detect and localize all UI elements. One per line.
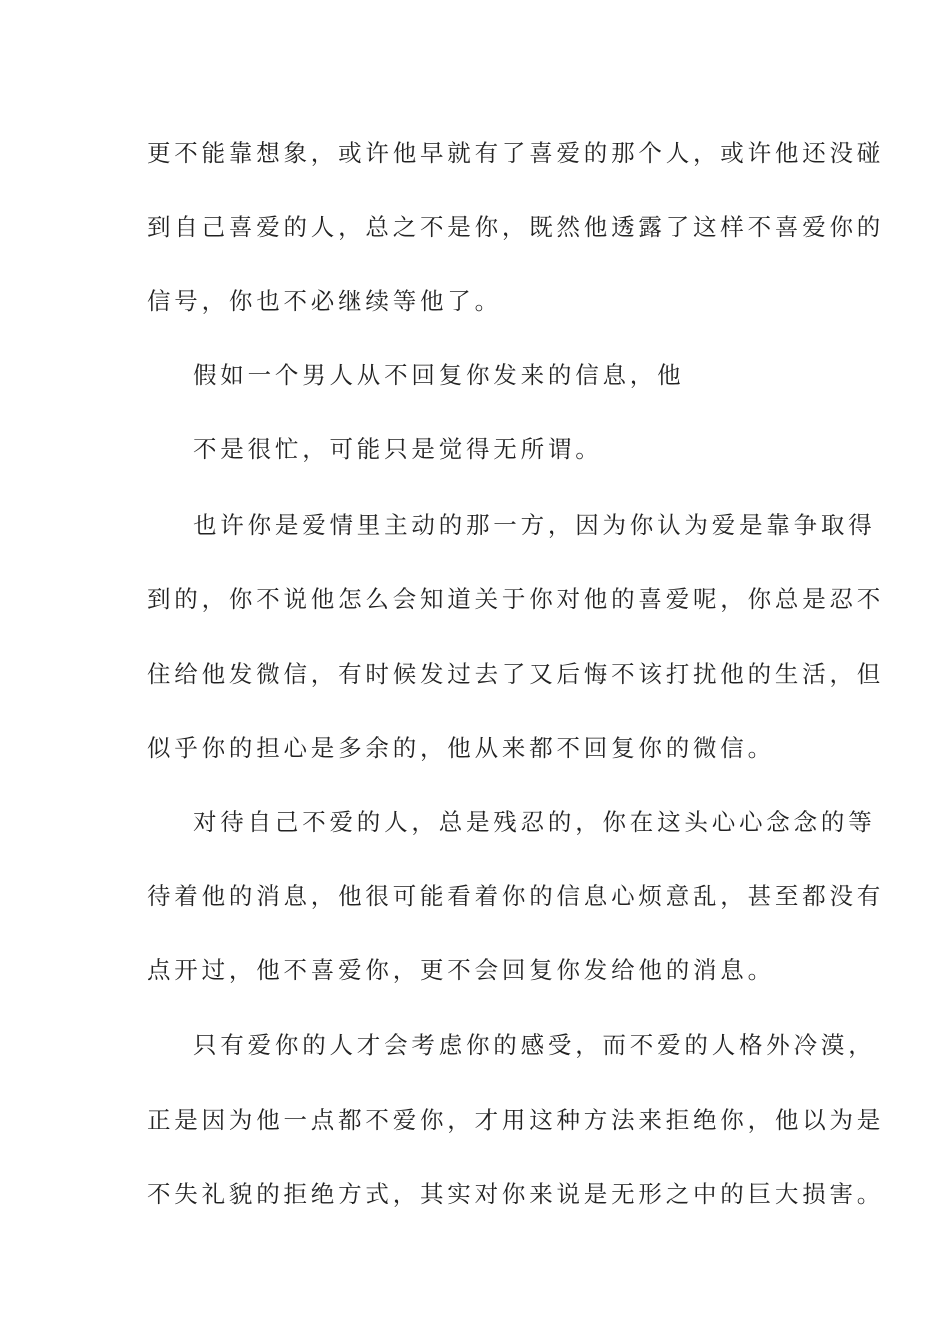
text-line: 住给他发微信，有时候发过去了又后悔不该打扰他的生活，但 — [147, 660, 885, 688]
text-line: 到的，你不说他怎么会知道关于你对他的喜爱呢，你总是忍不 — [147, 585, 885, 613]
text-line: 似乎你的担心是多余的，他从来都不回复你的微信。 — [147, 734, 775, 762]
paragraph-start-line: 对待自己不爱的人，总是残忍的，你在这头心心念念的等 — [193, 808, 876, 836]
paragraph-start-line: 也许你是爱情里主动的那一方，因为你认为爱是靠争取得 — [193, 511, 876, 539]
paragraph-start-line: 只有爱你的人才会考虑你的感受，而不爱的人格外冷漠， — [193, 1031, 876, 1059]
text-line: 点开过，他不喜爱你，更不会回复你发给他的消息。 — [147, 956, 775, 984]
text-line: 到自己喜爱的人，总之不是你，既然他透露了这样不喜爱你的 — [147, 213, 885, 241]
paragraph-start-line: 假如一个男人从不回复你发来的信息，他 — [193, 361, 685, 389]
text-line: 不失礼貌的拒绝方式，其实对你来说是无形之中的巨大损害。 — [147, 1180, 885, 1208]
text-line: 正是因为他一点都不爱你，才用这种方法来拒绝你，他以为是 — [147, 1106, 885, 1134]
text-line: 信号，你也不必继续等他了。 — [147, 287, 502, 315]
text-line: 更不能靠想象，或许他早就有了喜爱的那个人，或许他还没碰 — [147, 139, 885, 167]
text-line: 待着他的消息，他很可能看着你的信息心烦意乱，甚至都没有 — [147, 882, 885, 910]
text-line: 不是很忙，可能只是觉得无所谓。 — [193, 435, 603, 463]
